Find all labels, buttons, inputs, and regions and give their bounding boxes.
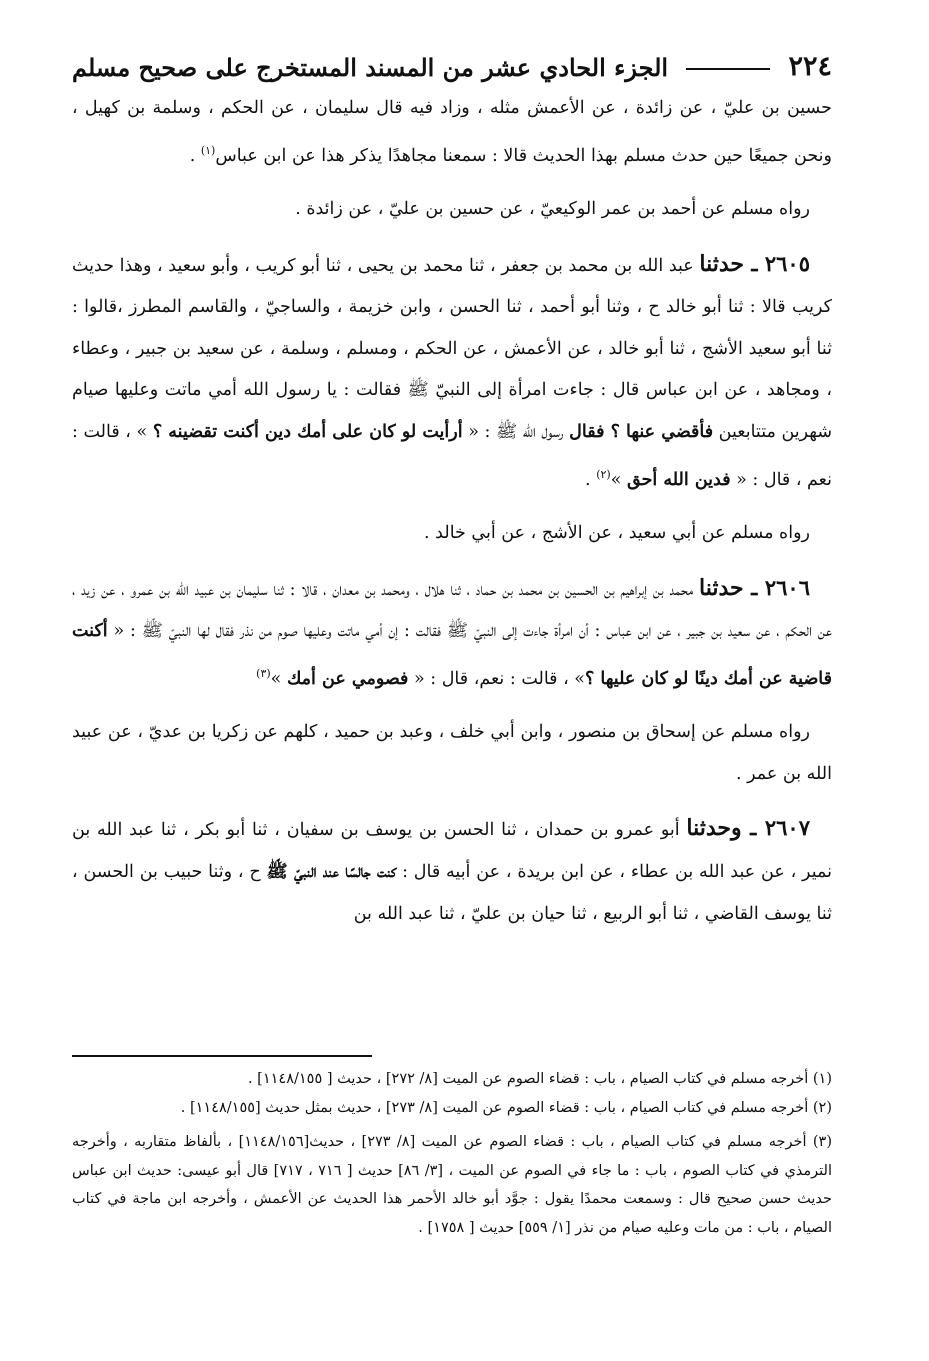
footnote-3: (٣) أخرجه مسلم في كتاب الصيام ، باب : قضاء الصوم عن الميت [٨/ ٢٧٣] ، حديث[١١٤٨/١٥٦] ، بألفاظ متقاربه ، وأخرجه الترمذي في كتاب الصوم ، باب : ما جاء في الصوم عن الميت ، [٣/ ٨٦] حديث [ ٧١٦ ، ٧١٧] قال أبو عيسى: حديث ابن عباس حديث حسن صحيح قال : وسمعت محمدًا يقول : جوَّد أبو خالد الأحمر هذا الحديث عن الأعمش ، وأخرجه ابن ماجة في كتاب الصيام ، باب : من مات وعليه صيام من نذر [١/ ٥٥٩] حديث [ ١٧٥٨] . [72,1134,832,1236]
hadith-number: ٢٦٠٧ ـ [741,815,810,841]
hadith-number: ٢٦٠٦ ـ [743,574,810,600]
paragraph-continuation: حسين بن عليّ ، عن زائدة ، عن الأعمش مثله ، وزاد فيه قال سليمان ، عن الحكم ، وسلمة بن كهيل ، ونحن جميعًا حين حدث مسلم بهذا الحديث قالا : سمعنا مجاهدًا يذكر هذا عن ابن عباس$^{(١)}$ . [72,98,832,166]
hadith-2607: ٢٦٠٧ ـ وحدثنا أبو عمرو بن حمدان ، ثنا الحسن بن يوسف بن سفيان ، ثنا أبو بكر ، ثنا عبد الله بن نمير ، عن عبد الله بن عطاء ، عن ابن بريدة ، عن أبيه قال : كنت جالسًا عند النبيّ ﷺ ح ، وثنا حبيب بن الحسن ، ثنا يوسف القاضي ، ثنا أبو الربيع ، ثنا حيان بن عليّ ، ثنا عبد الله بن [72,815,832,924]
paragraph-narration-note: رواه مسلم عن أبي سعيد ، عن الأشج ، عن أبي خالد . [424,523,810,543]
book-page [72,30,833,1236]
hadith-2605: ٢٦٠٥ ـ حدثنا عبد الله بن محمد بن جعفر ، ثنا محمد بن يحيى ، ثنا أبو كريب ، وأبو سعيد ، وهذا حديث كريب قالا : ثنا أبو خالد ح ، وثنا أبو أحمد ، ثنا الحسن ، وابن خزيمة ، والساجيّ ، والقاسم المطرز ،قالوا : ثنا أبو سعيد الأشج ، ثنا أبو خالد ، عن الأعمش ، عن الحكم ، ومسلم ، وسلمة ، عن سعيد بن جبير ، وعطاء ، ومجاهد ، عن ابن عباس قال : جاءت امرأة إلى النبيّ ﷺ فقالت : يا رسول الله أمي ماتت وعليها صيام شهرين متتابعين فأقضي عنها ؟ فقال رسول الله ﷺ : « أرأيت لو كان على أمك دين أكنت تقضينه ؟ » ، قالت : نعم ، قال : « فدين الله أحق »$^{(٢)}$ . [72,250,833,490]
page-header [72,30,832,82]
hadith-2606: ٢٦٠٦ ـ حدثنا محمد بن إبراهيم بن الحسين بن محمد بن حماد ، ثنا هلال ، ومحمد بن معدان ، قالا : ثنا سليمان بن عبيد الله بن عمرو ، عن زيد ، عن الحكم ، عن سعيد بن جبير ، عن ابن عباس : أن امرأة جاءت إلى النبيّ ﷺ فقالت : إن أمي ماتت وعليها صوم من نذر فقال لها النبيّ ﷺ : « أكنت قاضية عن أمك دينًا لو كان عليها ؟» ، قالت : نعم، قال : « فصومي عن أمك »$^{(٣)}$ [72,574,832,689]
hadith-keyword: حدثنا [698,574,744,601]
hadith-number: ٢٦٠٥ ـ [744,250,810,276]
header-rule [686,68,770,70]
main-text [72,88,832,935]
footnote-separator [72,1055,372,1057]
paragraph-narration-note: رواه مسلم عن إسحاق بن منصور ، وابن أبي خلف ، وعبد بن حميد ، كلهم عن زكريا بن عديّ ، عن عبيد الله بن عمر . [72,722,832,784]
hadith-keyword: وحدثنا [686,815,742,842]
footnotes [72,1065,832,1243]
running-title: الجزء الحادي عشر من المسند المستخرج على صحيح مسلم [72,53,669,82]
hadith-keyword: حدثنا [699,250,744,277]
footnote-ref-1: (١) [200,143,216,157]
footnote-1: (١) أخرجه مسلم في كتاب الصيام ، باب : قضاء الصوم عن الميت [٨/ ٢٧٢] ، حديث [ ١١٤٨/١٥٥] . [247,1071,832,1087]
page-number: ٢٢٤ [788,51,832,82]
footnote-ref-2: (٢) [596,467,611,481]
footnote-ref-3: (٣) [256,666,271,680]
footnote-2: (٢) أخرجه مسلم في كتاب الصيام ، باب : قضاء الصوم عن الميت [٨/ ٢٧٣] ، حديث بمثل حديث [١١٤٨/١٥٥] . [180,1099,832,1116]
paragraph-narration-note: رواه مسلم عن أحمد بن عمر الوكيعيّ ، عن حسين بن عليّ ، عن زائدة . [295,199,810,220]
